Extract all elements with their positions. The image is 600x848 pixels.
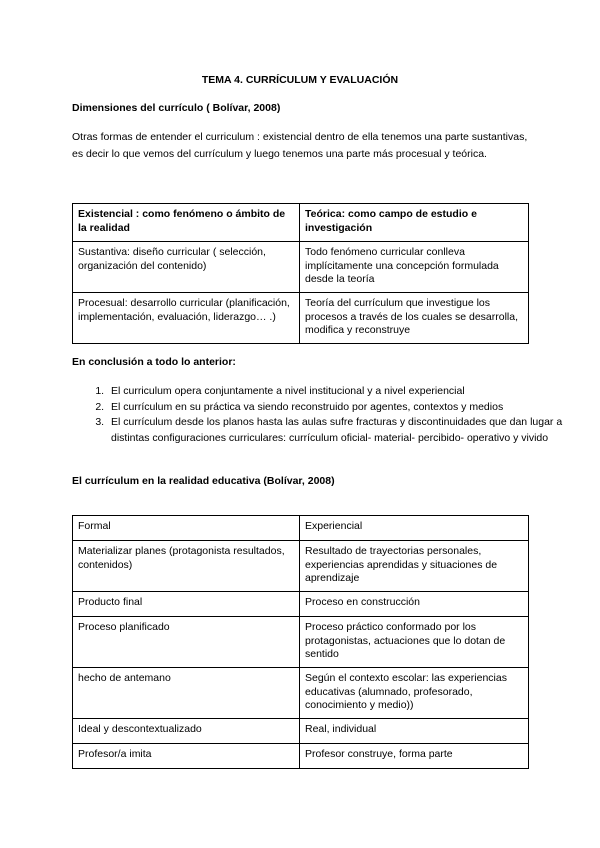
table-cell: Proceso en construcción: [300, 592, 529, 617]
table-cell: Todo fenómeno curricular conlleva implícitamente una concepción formulada desde la teoría: [300, 242, 529, 293]
table-row: [73, 516, 529, 541]
table-row: [73, 744, 529, 769]
formal-vs-experiential-table: [72, 515, 529, 769]
table-row: [73, 204, 529, 242]
conclusion-list: [72, 384, 567, 446]
table-cell: Proceso planificado: [73, 617, 300, 668]
list-item: 2. El currículum en su práctica va siendo reconstruido por agentes, contextos y medios: [107, 400, 567, 416]
page-title: TEMA 4. CURRÍCULUM Y EVALUACIÓN: [201, 74, 399, 86]
table-cell: Profesor/a imita: [73, 744, 300, 769]
table-cell: Teoría del currículum que investigue los procesos a través de los cuales se desarrolla, modifica y reconstruye: [300, 293, 529, 344]
intro-paragraph: Otras formas de entender el curriculum : existencial dentro de ella tenemos una parte sustantivas, es decir lo que vemos del currículum y luego tenemos una parte más procesual y teórica.: [72, 131, 528, 160]
table-cell: Producto final: [73, 592, 300, 617]
list-item: 3. El currículum desde los planos hasta las aulas sufre fracturas y discontinuidades que dan lugar a distintas configuraciones curriculares: currículum oficial- material- percibido- operativo y vivido: [107, 415, 567, 446]
table-row: [73, 293, 529, 344]
table-cell: Ideal y descontextualizado: [73, 719, 300, 744]
table-cell: Sustantiva: diseño curricular ( selección, organización del contenido): [73, 242, 300, 293]
list-item: 1. El curriculum opera conjuntamente a nivel institucional y a nivel experiencial: [107, 384, 567, 400]
table-row: [73, 242, 529, 293]
table-row: [73, 668, 529, 719]
table-cell: Procesual: desarrollo curricular (planificación, implementación, evaluación, liderazgo… .): [73, 293, 300, 344]
table-row: [73, 719, 529, 744]
table-cell: Formal: [73, 516, 300, 541]
table-header-cell: Existencial : como fenómeno o ámbito de la realidad: [73, 204, 300, 242]
section-heading-educational-reality: El currículum en la realidad educativa (Bolívar, 2008): [72, 475, 335, 487]
table-cell: Resultado de trayectorias personales, experiencias aprendidas y situaciones de aprendizaje: [300, 541, 529, 592]
section-heading-conclusion: En conclusión a todo lo anterior:: [72, 356, 236, 368]
table-cell: Según el contexto escolar: las experiencias educativas (alumnado, profesorado, conocimiento y medio)): [300, 668, 529, 719]
section-heading-dimensions: Dimensiones del currículo ( Bolívar, 2008): [72, 102, 281, 114]
table-row: [73, 541, 529, 592]
table-row: [73, 617, 529, 668]
table-header-cell: Teórica: como campo de estudio e investigación: [300, 204, 529, 242]
table-cell: Experiencial: [300, 516, 529, 541]
dimensions-table: [72, 203, 529, 344]
table-cell: Profesor construye, forma parte: [300, 744, 529, 769]
table-row: [73, 592, 529, 617]
table-cell: Real, individual: [300, 719, 529, 744]
table-cell: Materializar planes (protagonista resultados, contenidos): [73, 541, 300, 592]
table-cell: Proceso práctico conformado por los protagonistas, actuaciones que lo dotan de sentido: [300, 617, 529, 668]
table-cell: hecho de antemano: [73, 668, 300, 719]
